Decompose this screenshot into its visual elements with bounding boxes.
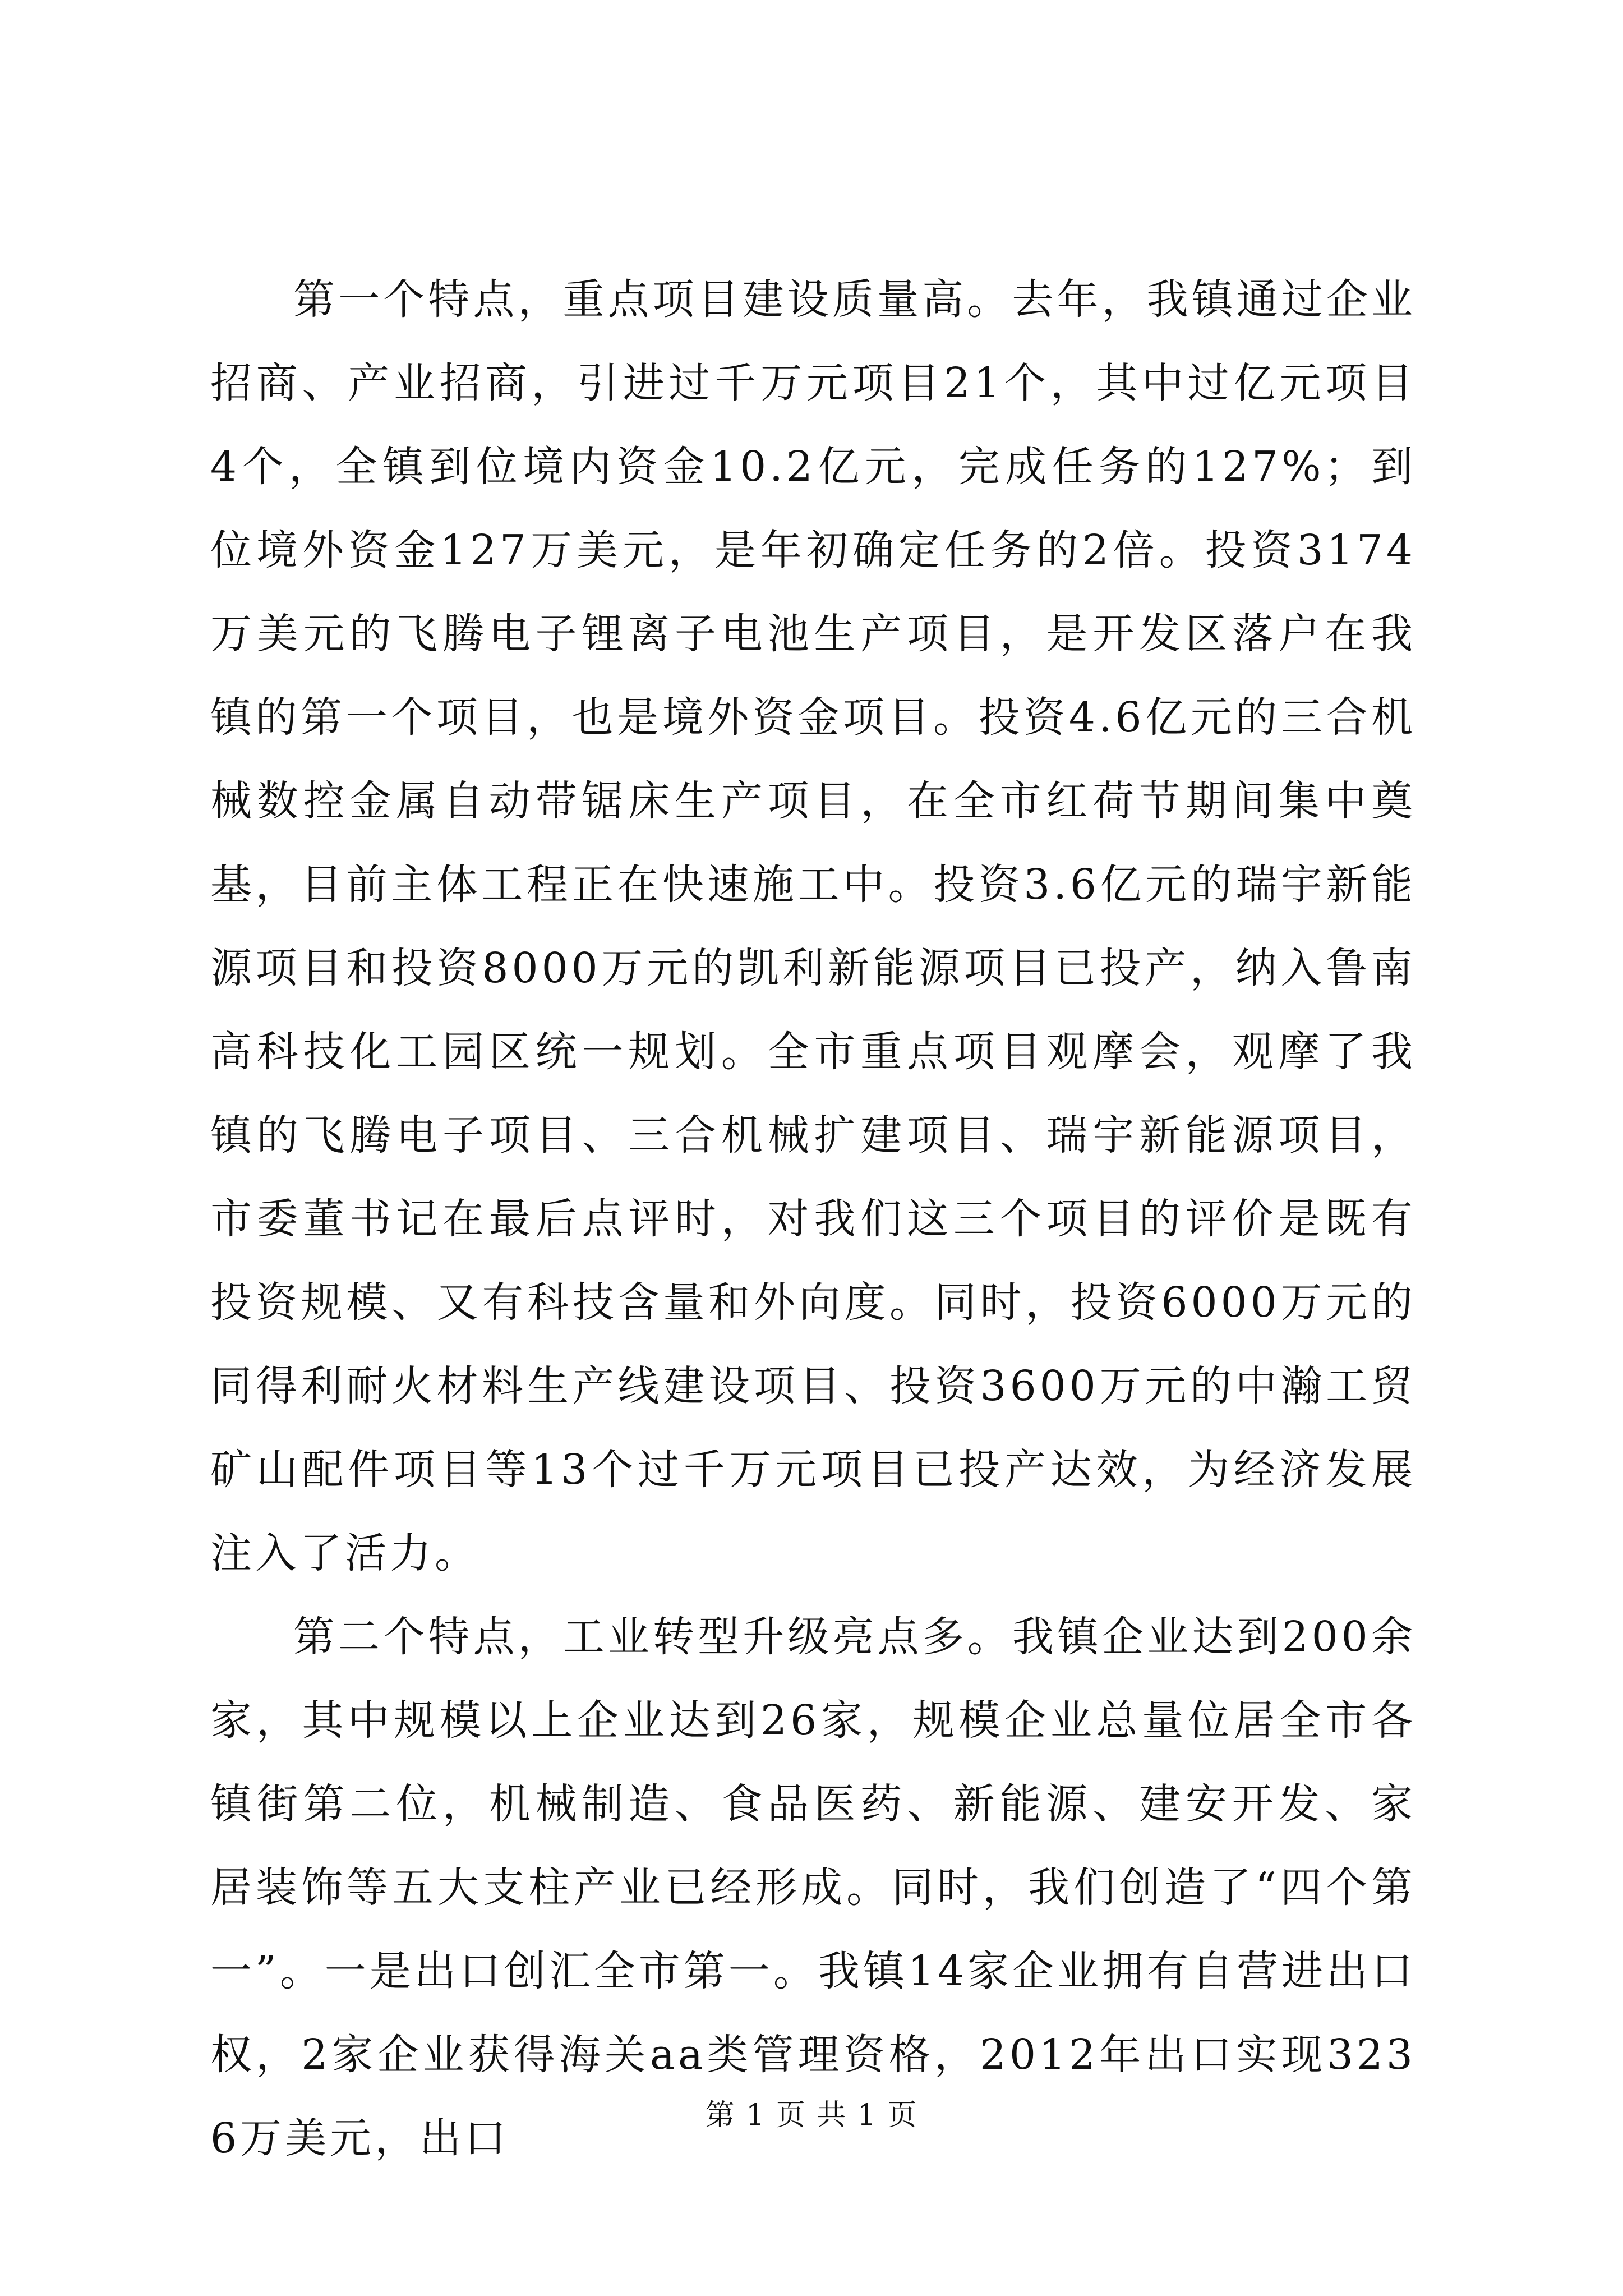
page-footer: 第 1 页 共 1 页 [705, 2099, 918, 2132]
paragraph-2: 第二个特点，工业转型升级亮点多。我镇企业达到200余家，其中规模以上企业达到26家，规模企业总量位居全市各镇街第二位，机械制造、食品医药、新能源、建安开发、家居装饰等五大支柱产业已经形成。同时，我们创造了“四个第一”。一是出口创汇全市第一。我镇14家企业拥有自营进出口权，2家企业获得海关aa类管理资格，2012年出口实现3236万美元，出口 [210, 1613, 1416, 2162]
document-body [210, 258, 1416, 2180]
paragraph-1: 第一个特点，重点项目建设质量高。去年，我镇通过企业招商、产业招商，引进过千万元项目21个，其中过亿元项目4个，全镇到位境内资金10.2亿元，完成任务的127%；到位境外资金127万美元，是年初确定任务的2倍。投资3174万美元的飞腾电子锂离子电池生产项目，是开发区落户在我镇的第一个项目，也是境外资金项目。投资4.6亿元的三合机械数控金属自动带锯床生产项目，在全市红荷节期间集中奠基，目前主体工程正在快速施工中。投资3.6亿元的瑞宇新能源项目和投资8000万元的凯利新能源项目已投产，纳入鲁南高科技化工园区统一规划。全市重点项目观摩会，观摩了我镇的飞腾电子项目、三合机械扩建项目、瑞宇新能源项目，市委董书记在最后点评时，对我们这三个项目的评价是既有投资规模、又有科技含量和外向度。同时，投资6000万元的同得利耐火材料生产线建设项目、投资3600万元的中瀚工贸矿山配件项目等13个过千万元项目已投产达效，为经济发展注入了活力。 [210, 275, 1416, 1577]
